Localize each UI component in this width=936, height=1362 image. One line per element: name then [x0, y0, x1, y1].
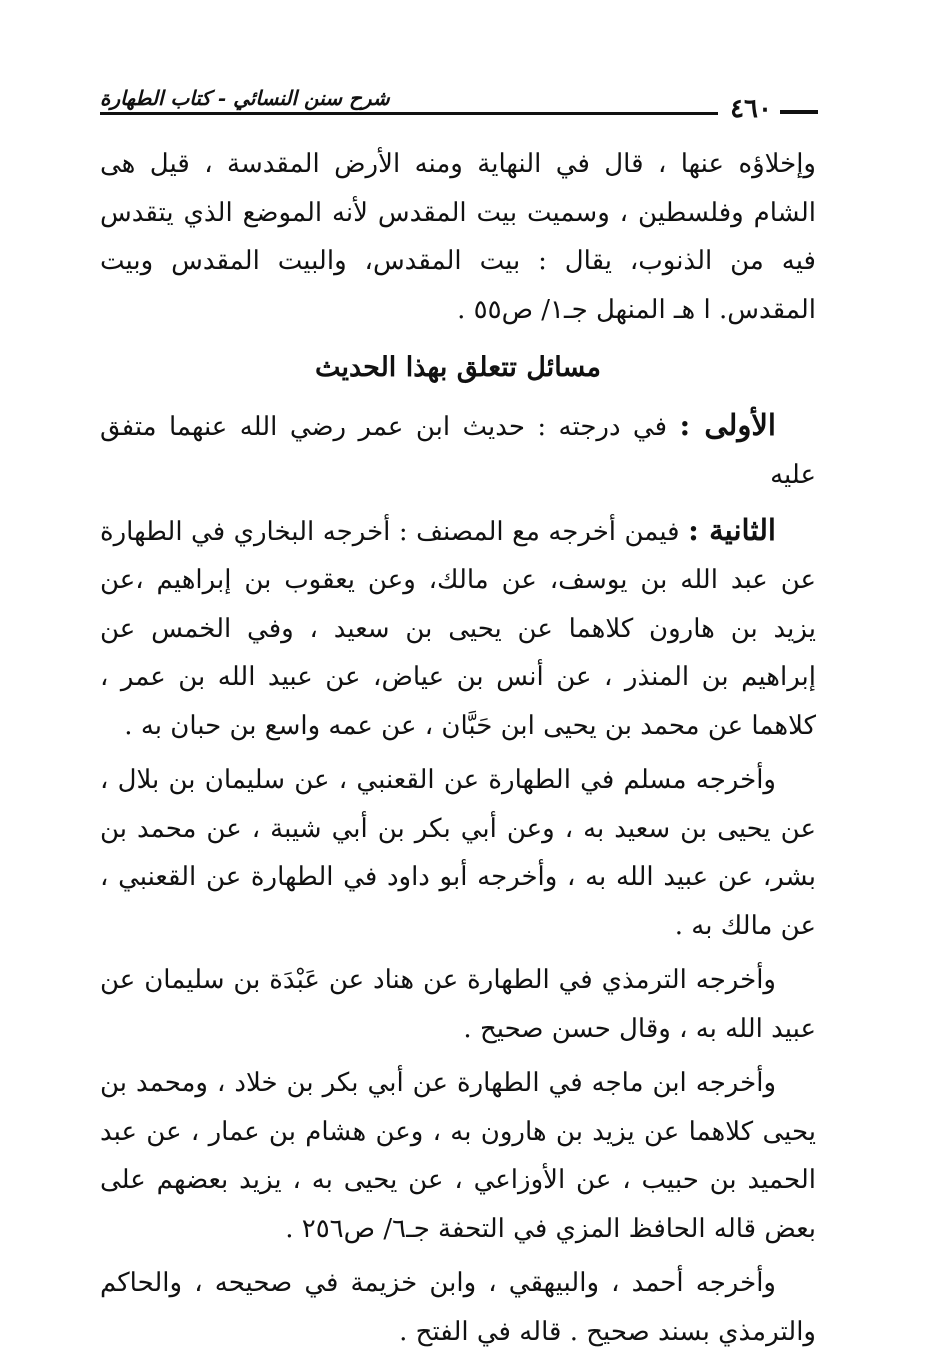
page-number-dash: [780, 110, 818, 114]
paragraph-tirmidhi: وأخرجه الترمذي في الطهارة عن هناد عن عَبْدَة بن سليمان عن عبيد الله به ، وقال حسن صحيح .: [100, 965, 816, 1044]
second-text: فيمن أخرجه مع المصنف : أخرجه البخاري في الطهارة عن عبد الله بن يوسف، عن مالك، وعن يعقوب بن إبراهيم ،عن يزيد بن هارون كلاهما عن يحيى بن سعيد ، وفي الخمس عن إبراهيم بن المنذر ، عن أنس بن عياض، عن عبيد الله بن عمر ، كلاهما عن محمد بن يحيى ابن حَبَّان ، عن عمه واسع بن حبان به .: [100, 516, 816, 741]
first-label: الأولى :: [679, 407, 776, 442]
first-text: في درجته : حديث ابن عمر رضي الله عنهما متفق عليه: [100, 411, 816, 490]
paragraph-muslim: وأخرجه مسلم في الطهارة عن القعنبي ، عن سليمان بن بلال ، عن يحيى بن سعيد به ، وعن أبي بكر بن أبي شيبة ، عن محمد بن بشر، عن عبيد الله به ، وأخرجه أبو داود في الطهارة عن القعنبي ، عن مالك به .: [100, 765, 816, 941]
paragraph-definition: وإخلاؤه عنها ، قال في النهاية ومنه الأرض المقدسة ، قيل هى الشام وفلسطين ، وسميت بيت المقدس لأنه الموضع الذي يتقدس فيه من الذنوب، يقال : بيت المقدس، والبيت المقدس وبيت المقدس. ا هـ المنهل جـ١/ ص٥٥ .: [100, 149, 816, 325]
paragraph-ibn-majah: وأخرجه ابن ماجه في الطهارة عن أبي بكر بن خلاد ، ومحمد بن يحيى كلاهما عن يزيد بن هارون به ، وعن هشام بن عمار ، عن عبد الحميد بن حبيب ، عن الأوزاعي ، عن يحيى به ، يزيد بعضهم على بعض قاله الحافظ المزي في التحفة جـ٦/ ص٢٥٦ .: [100, 1068, 816, 1244]
paragraph-second: [100, 506, 816, 751]
paragraph-first: [100, 401, 816, 500]
header-title: شرح سنن النسائي - كتاب الطهارة: [100, 86, 390, 110]
header-rule: [100, 112, 718, 115]
paragraph-ahmad: وأخرجه أحمد ، والبيهقي ، وابن خزيمة في صحيحه ، والحاكم والترمذي بسند صحيح . قاله في الفتح .: [100, 1268, 816, 1347]
page-number: ٤٦٠: [730, 94, 772, 124]
section-heading: مسائل تتعلق بهذا الحديث: [314, 352, 602, 383]
body-text: [100, 140, 816, 1362]
running-header: [100, 80, 818, 124]
second-label: الثانية :: [688, 512, 776, 547]
